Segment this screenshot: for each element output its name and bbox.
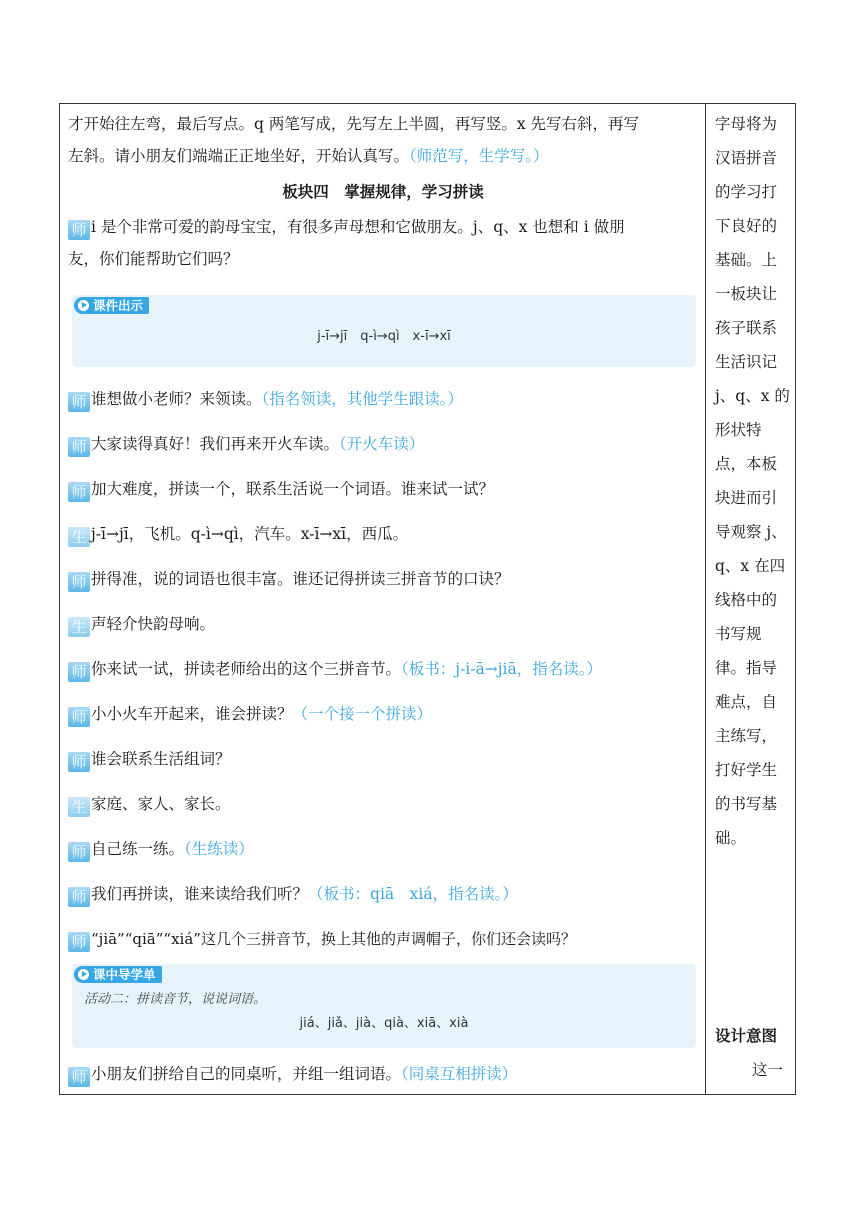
pinyin-examples: j-ī→jī q-ì→qì x-ī→xī	[317, 329, 451, 344]
paragraph-line: 左斜。请小朋友们端端正正地坐好，开始认真写。（师范写，生学写。）	[68, 147, 549, 165]
guide-sheet-tag: 课中导学单	[74, 966, 162, 983]
design-intent-text: 这一	[751, 1061, 783, 1079]
dialogue-line: 师 小朋友们拼给自己的同桌听，并组一组词语。（同桌互相拼读）	[68, 1064, 517, 1087]
pinyin-practice: jiá、jiǎ、jià、qià、xiā、xià	[299, 1016, 469, 1031]
teacher-badge: 师	[68, 220, 90, 240]
teacher-badge: 师	[68, 662, 90, 682]
side-note-line: 下良好的	[715, 217, 778, 235]
dialogue-line: 师 自己练一练。（生练读）	[68, 839, 254, 862]
lesson-table	[59, 103, 796, 1095]
side-note-line: 汉语拼音	[715, 149, 778, 167]
play-icon	[78, 969, 89, 980]
column-divider	[705, 104, 706, 1094]
side-note-line: 础。	[715, 829, 747, 847]
side-note-line: 线格中的	[715, 591, 778, 609]
side-note-line: 导观察 j、	[715, 523, 787, 541]
teacher-badge: 师	[68, 932, 90, 952]
guide-sheet-panel	[72, 964, 696, 1048]
dialogue-line: 师 谁会联系生活组词？	[68, 749, 231, 772]
side-note-line: 一板块让	[715, 285, 778, 303]
teacher-badge: 师	[68, 1067, 90, 1087]
dialogue-line: 师 我们再拼读，谁来读给我们听？（板书：qiā xiá，指名读。）	[68, 884, 518, 907]
teacher-badge: 师	[68, 752, 90, 772]
side-note-line: j、q、x 的	[715, 387, 790, 405]
side-note-line: 难点，自	[715, 693, 778, 711]
side-note-line: 书写规	[715, 625, 762, 643]
side-note-line: 打好学生	[715, 761, 778, 779]
dialogue-line: 师 拼得准，说的词语也很丰富。谁还记得拼读三拼音节的口诀？	[68, 569, 510, 592]
side-note-line: 律。指导	[715, 659, 778, 677]
side-note-line: 生活识记	[715, 353, 778, 371]
teacher-badge: 师	[68, 392, 90, 412]
courseware-tag: 课件出示	[74, 297, 149, 314]
dialogue-line: 师 加大难度，拼读一个，联系生活说一个词语。谁来试一试？	[68, 479, 494, 502]
side-note-line: 基础。上	[715, 251, 778, 269]
teacher-badge: 师	[68, 887, 90, 907]
side-note-line: 主练写，	[715, 727, 778, 745]
dialogue-line: 师 小小火车开起来，谁会拼读？（一个接一个拼读）	[68, 704, 432, 727]
side-note-line: 字母将为	[715, 115, 778, 133]
teacher-badge: 师	[68, 482, 90, 502]
design-intent-title: 设计意图	[715, 1026, 778, 1045]
dialogue-line: 师 i 是个非常可爱的韵母宝宝，有很多声母想和它做朋友。j、q、x 也想和 i 做朋	[68, 217, 625, 240]
paragraph-line: 才开始往左弯，最后写点。q 两笔写成，先写左上半圆，再写竖。x 先写右斜，再写	[68, 115, 640, 133]
teacher-badge: 师	[68, 842, 90, 862]
student-badge: 生	[68, 617, 90, 637]
play-icon	[78, 300, 89, 311]
teacher-badge: 师	[68, 437, 90, 457]
dialogue-line: 生 家庭、家人、家长。	[68, 794, 231, 817]
dialogue-line: 师 谁想做小老师？来领读。（指名领读，其他学生跟读。）	[68, 389, 463, 412]
side-note-line: 的学习打	[715, 183, 778, 201]
dialogue-line: 师 大家读得真好！我们再来开火车读。（开火车读）	[68, 434, 424, 457]
side-note-line: 块进而引	[715, 489, 778, 507]
side-note-line: q、x 在四	[715, 557, 786, 575]
dialogue-line: 生 声轻介快韵母响。	[68, 614, 215, 637]
side-note-line: 形状特	[715, 421, 762, 439]
teacher-badge: 师	[68, 572, 90, 592]
teacher-badge: 师	[68, 707, 90, 727]
side-note-line: 点，本板	[715, 455, 778, 473]
student-badge: 生	[68, 527, 90, 547]
student-badge: 生	[68, 797, 90, 817]
section-heading: 板块四 掌握规律，学习拼读	[282, 182, 484, 201]
activity-title: 活动二：拼读音节，说说词语。	[84, 992, 267, 1007]
dialogue-line: 生 j-ī→jī，飞机。q-ì→qì，汽车。x-ī→xī，西瓜。	[68, 524, 408, 547]
side-note-line: 的书写基	[715, 795, 778, 813]
dialogue-line: 师 “jiā”“qiā”“xiá”这几个三拼音节，换上其他的声调帽子，你们还会读吗？	[68, 929, 576, 952]
stage-note: （师范写，生学写。）	[409, 147, 549, 165]
dialogue-line: 友，你们能帮助它们吗？	[68, 250, 239, 268]
courseware-panel	[72, 295, 696, 367]
dialogue-line: 师 你来试一试，拼读老师给出的这个三拼音节。（板书：j-i-ā→jiā，指名读。）	[68, 659, 602, 682]
side-note-line: 孩子联系	[715, 319, 778, 337]
